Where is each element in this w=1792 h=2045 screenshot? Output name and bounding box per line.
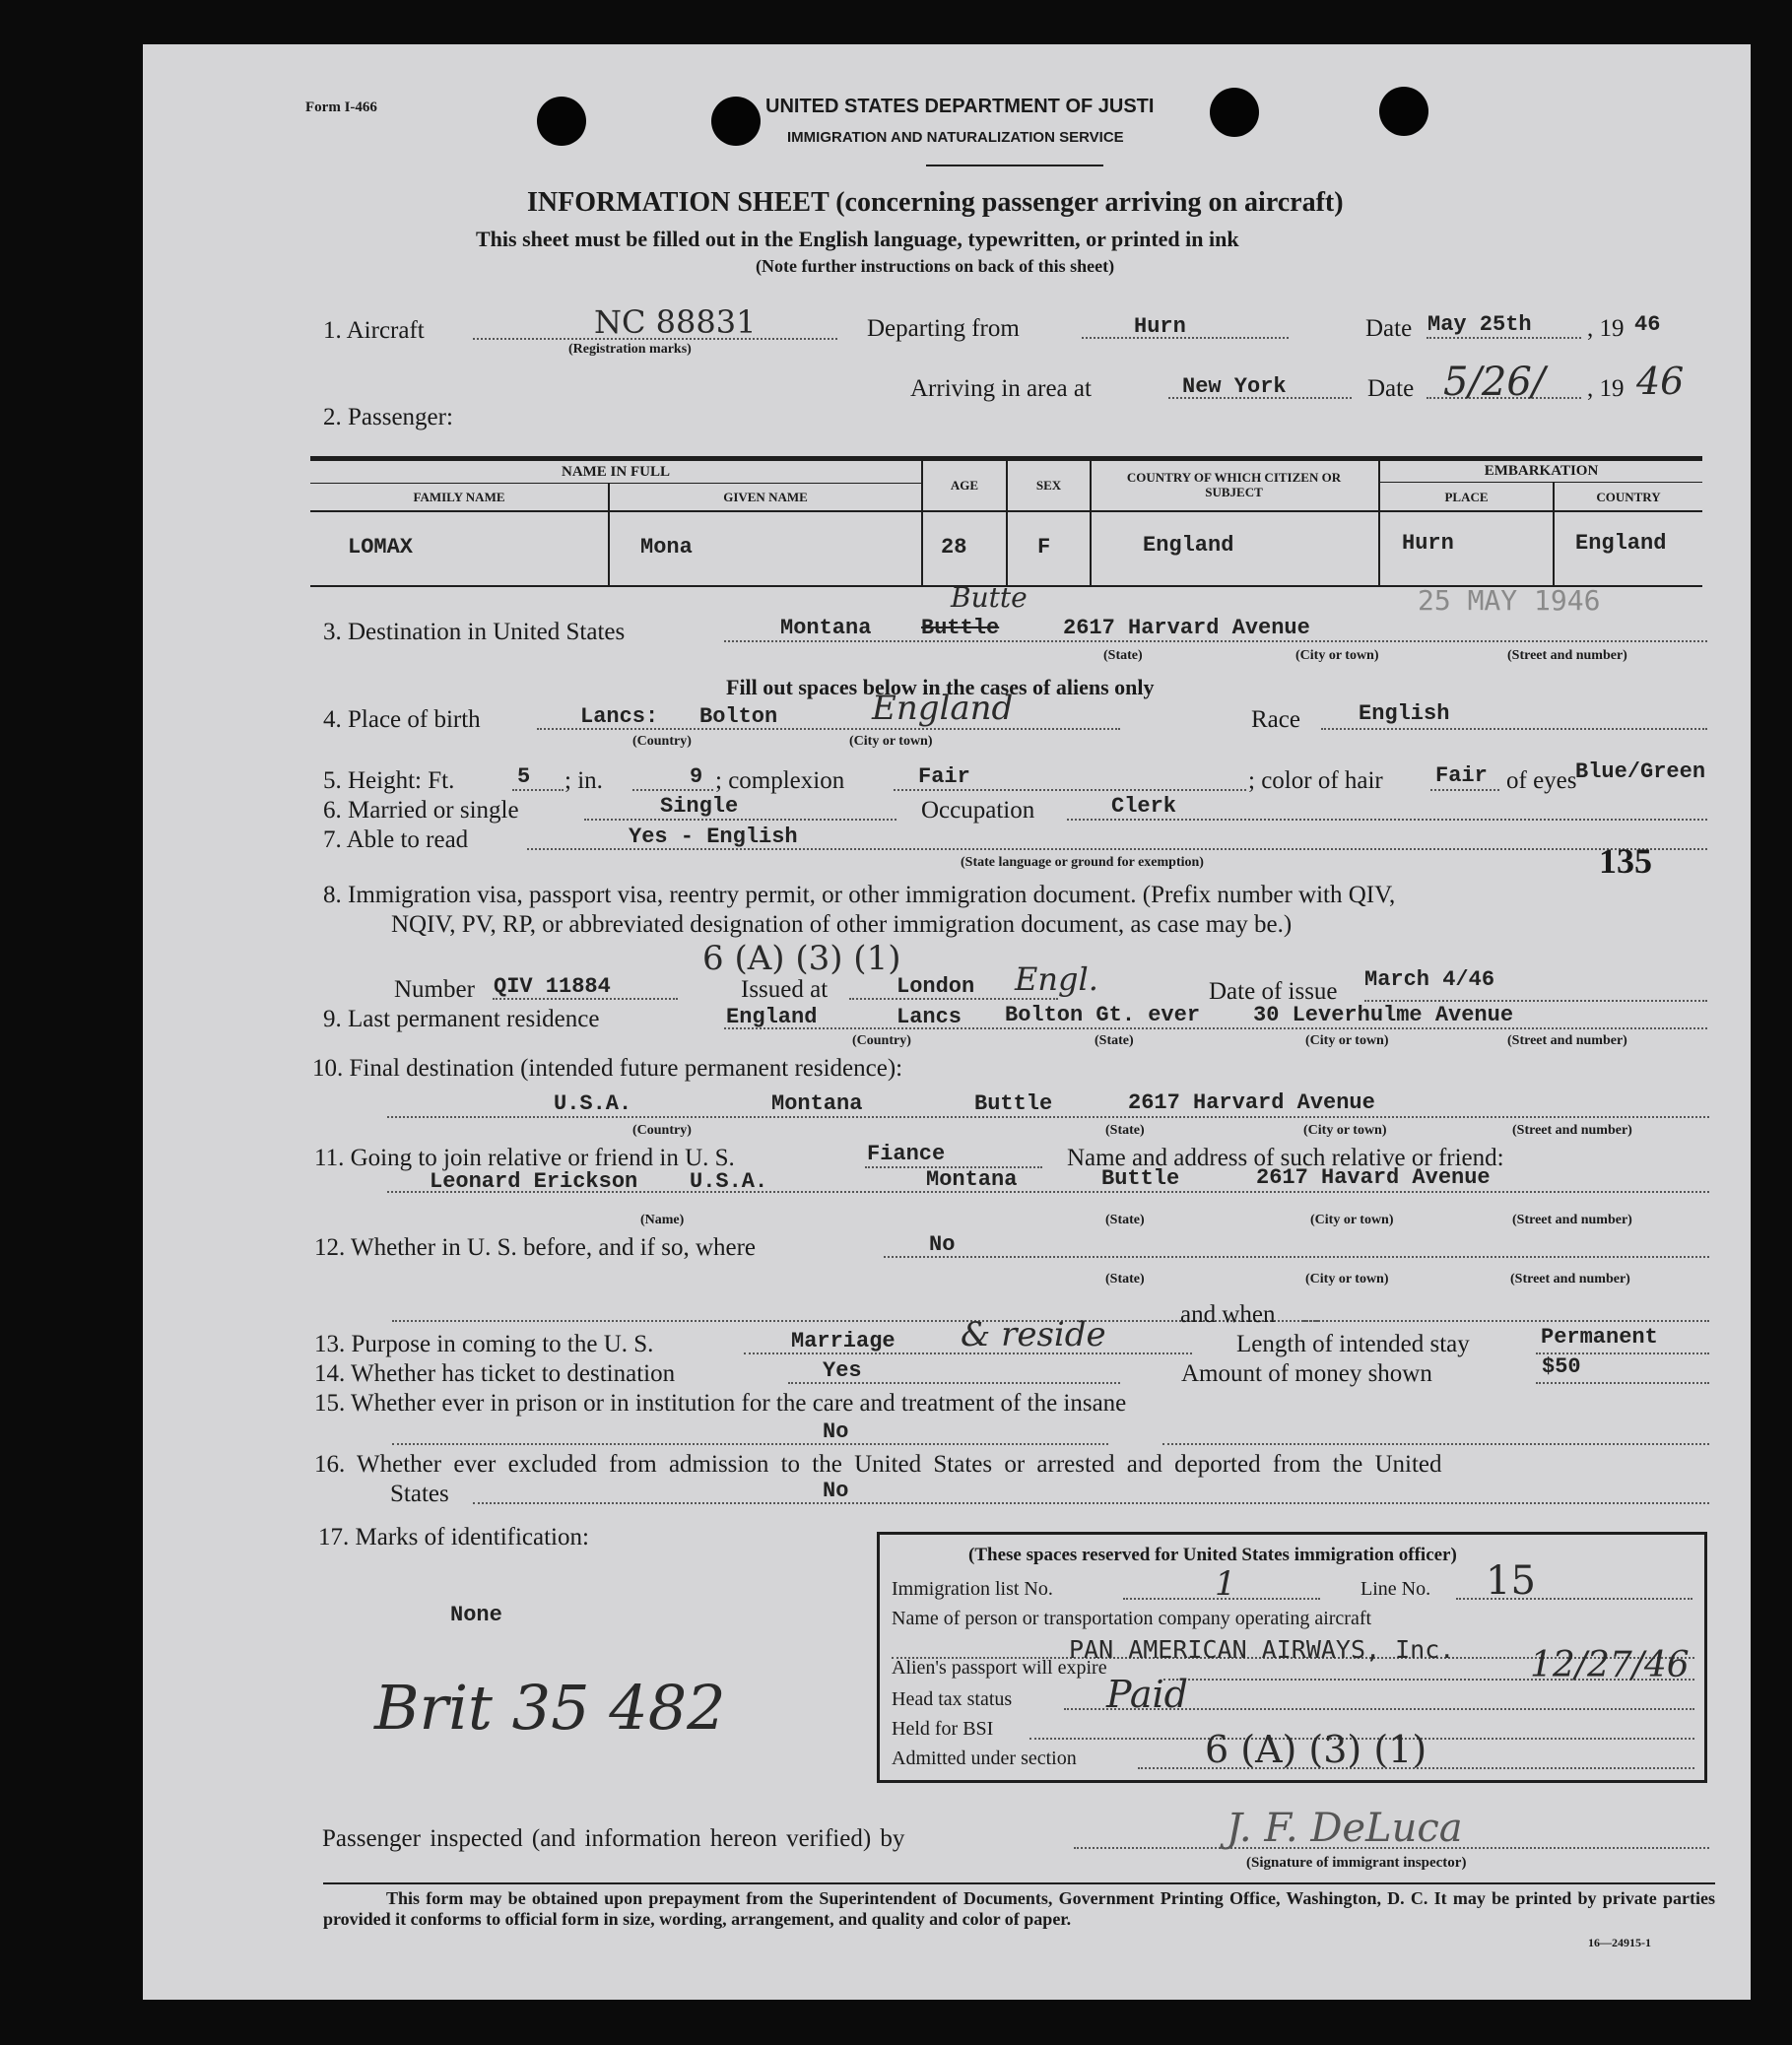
age-header: AGE [950, 478, 979, 493]
document-label-line1: 8. Immigration visa, passport visa, reentry permit, or other immigration document. (Prefix number with QIV, [323, 882, 1396, 908]
destination-city: Buttle [921, 616, 1000, 640]
punch-hole [1210, 88, 1259, 137]
caption-state: (State) [1105, 1123, 1145, 1138]
ticket-label: 14. Whether has ticket to destination [314, 1360, 676, 1387]
complexion: Fair [918, 764, 970, 789]
read-caption: (State language or ground for exemption) [961, 855, 1204, 870]
destination-line [724, 640, 1707, 642]
arrival-year: 46 [1636, 360, 1685, 403]
height-in-label: ; in. [564, 767, 603, 794]
given-name-value: Mona [640, 535, 693, 560]
departing-from: Hurn [1134, 314, 1186, 339]
caption-state: (State) [1105, 1213, 1145, 1227]
ticket-value: Yes [823, 1358, 862, 1383]
passport-expire-label: Alien's passport will expire [892, 1657, 1107, 1679]
prison-value: No [823, 1419, 849, 1444]
relative-name-address-label: Name and address of such relative or friend: [1067, 1145, 1504, 1171]
stay-value: Permanent [1541, 1325, 1658, 1350]
eyes-label: of eyes [1506, 767, 1577, 794]
aliens-only-note: Fill out spaces below in the cases of aliens only [726, 675, 1155, 699]
head-tax-value: Paid [1106, 1673, 1188, 1716]
caption-city: (City or town) [1310, 1213, 1394, 1227]
arriving-at: New York [1182, 374, 1287, 399]
prior-visit-line-2 [392, 1320, 1318, 1322]
relative-city: Buttle [1101, 1166, 1180, 1191]
number-stamp: 135 [1599, 841, 1652, 881]
signature-caption: (Signature of immigrant inspector) [1246, 1855, 1467, 1871]
purpose-label: 13. Purpose in coming to the U. S. [314, 1331, 654, 1357]
caption-street: (Street and number) [1507, 1033, 1627, 1048]
hair-line [1430, 789, 1499, 791]
residence-line [724, 1027, 1707, 1029]
height-ft: 5 [517, 764, 531, 789]
destination-state: Montana [780, 616, 872, 640]
final-state: Montana [771, 1091, 863, 1116]
place-header: PLACE [1444, 490, 1489, 504]
caption-state: (State) [1103, 648, 1143, 663]
arriving-label: Arriving in area at [910, 375, 1092, 402]
embark-place-value: Hurn [1402, 531, 1454, 556]
sex-header: SEX [1035, 478, 1062, 493]
race-label: Race [1251, 706, 1300, 733]
final-destination-line [387, 1116, 1709, 1118]
birth-handwritten: England [872, 689, 1014, 728]
departure-date-line [1427, 337, 1581, 339]
document-section-handwritten: 6 (A) (3) (1) [702, 939, 901, 978]
caption-city: (City or town) [1305, 1033, 1389, 1048]
final-street: 2617 Harvard Avenue [1128, 1090, 1375, 1115]
citizenship-header: COUNTRY OF WHICH CITIZEN OR SUBJECT [1126, 470, 1342, 499]
stay-label: Length of intended stay [1236, 1331, 1470, 1357]
destination-label: 3. Destination in United States [323, 619, 626, 645]
prison-line-right [1162, 1443, 1709, 1445]
caption-country: (Country) [632, 1123, 692, 1138]
officer-box-heading: (These spaces reserved for United States immigration officer) [968, 1545, 1457, 1565]
caption-country: (Country) [852, 1033, 911, 1048]
head-tax-label: Head tax status [892, 1688, 1013, 1710]
money-value: $50 [1542, 1354, 1581, 1379]
complexion-label: ; complexion [715, 767, 845, 794]
form-code: 16—24915-1 [1588, 1936, 1651, 1949]
prison-line-left [392, 1443, 1108, 1445]
marital-label: 6. Married or single [323, 797, 519, 824]
header-rule [926, 165, 1103, 166]
document-number-label: Number [394, 976, 475, 1003]
line-no-label: Line No. [1361, 1578, 1431, 1600]
when-label: and when [1180, 1301, 1276, 1328]
caption-city: (City or town) [1305, 1272, 1389, 1286]
caption-state: (State) [1095, 1033, 1134, 1048]
arrival-date: 5/26/ [1443, 360, 1546, 405]
date-stamp: 25 MAY 1946 [1418, 584, 1601, 617]
passenger-table [310, 456, 1702, 586]
relative-relation: Fiance [867, 1142, 946, 1166]
final-country: U.S.A. [554, 1091, 632, 1116]
line-no-value: 15 [1486, 1558, 1536, 1604]
officer-box [877, 1532, 1707, 1783]
height-in-line [632, 789, 713, 791]
punch-hole [711, 97, 761, 146]
family-name-header: FAMILY NAME [413, 490, 505, 504]
residence-state: Lancs [896, 1005, 962, 1029]
read-label: 7. Able to read [323, 826, 469, 853]
caption-city: (City or town) [849, 734, 933, 749]
height-ft-line [512, 789, 564, 791]
inspector-signature: J. F. DeLuca [1227, 1806, 1463, 1851]
identification-value: None [450, 1603, 502, 1627]
relative-street: 2617 Havard Avenue [1256, 1165, 1491, 1190]
departure-date-label: Date [1365, 315, 1413, 342]
race-value: English [1359, 701, 1450, 726]
relative-country: U.S.A. [690, 1169, 768, 1194]
given-name-header: GIVEN NAME [723, 490, 808, 504]
relative-label: 11. Going to join relative or friend in U. S. [314, 1145, 735, 1171]
issued-handwritten: Engl. [1015, 960, 1098, 998]
form-number: Form I-466 [305, 99, 377, 115]
departing-label: Departing from [867, 315, 1020, 342]
footer-text: This form may be obtained upon prepayment from the Superintendent of Documents, Government Printing Office, Washington, D. C. It may be printed by private parties provided it conforms to official form in size, wording, arrangement, and quality and color of paper. [323, 1888, 1715, 1929]
birth-country: Lancs: [580, 704, 659, 729]
aircraft-label: 1. Aircraft [323, 317, 425, 344]
race-line [1321, 728, 1707, 730]
residence-label: 9. Last permanent residence [323, 1006, 600, 1032]
caption-street: (Street and number) [1507, 648, 1627, 663]
height-in: 9 [690, 764, 703, 789]
eye-color: Blue/Green [1575, 759, 1706, 784]
family-name-value: LOMAX [348, 535, 414, 560]
footer-rule [323, 1882, 1715, 1884]
punch-hole [537, 97, 586, 146]
issued-at-label: Issued at [741, 976, 829, 1003]
issue-date-label: Date of issue [1209, 978, 1338, 1005]
final-destination-label: 10. Final destination (intended future permanent residence): [312, 1055, 903, 1082]
sex-value: F [1037, 535, 1051, 560]
age-value: 28 [941, 535, 967, 560]
excluded-label-line2: States [390, 1481, 449, 1507]
marital-status: Single [660, 794, 739, 819]
departure-year-prefix: , 19 [1587, 315, 1625, 342]
occupation: Clerk [1111, 794, 1177, 819]
caption-street: (Street and number) [1510, 1272, 1630, 1286]
hair-label: ; color of hair [1248, 767, 1383, 794]
aircraft-registration: NC 88831 [594, 303, 757, 341]
company-value: PAN AMERICAN AIRWAYS, Inc. [1069, 1635, 1455, 1664]
caption-street: (Street and number) [1512, 1213, 1632, 1227]
information-sheet-form [143, 44, 1751, 2000]
birthplace-label: 4. Place of birth [323, 706, 481, 733]
service-name: IMMIGRATION AND NATURALIZATION SERVICE [787, 129, 1124, 146]
prior-visit-line [884, 1256, 1709, 1258]
occupation-label: Occupation [921, 797, 1035, 824]
marital-line [584, 819, 896, 821]
agency-name: UNITED STATES DEPARTMENT OF JUSTI [765, 96, 1155, 117]
document-label-line2: NQIV, PV, RP, or abbreviated designation of other immigration document, as case may be.) [391, 911, 1293, 938]
excluded-value: No [823, 1479, 849, 1503]
issue-date: March 4/46 [1364, 967, 1495, 992]
embarkation-header: EMBARKATION [1484, 463, 1599, 479]
issue-date-line [1364, 1000, 1707, 1002]
identification-handwritten: Brit 35 482 [374, 1672, 726, 1744]
purpose-handwritten: & reside [961, 1315, 1106, 1354]
excluded-label-line1: 16. Whether ever excluded from admission to the United States or arrested and deported from the United [314, 1451, 1442, 1478]
departure-year: 46 [1634, 312, 1661, 337]
registration-caption: (Registration marks) [568, 342, 692, 357]
relative-state: Montana [926, 1167, 1018, 1192]
caption-city: (City or town) [1303, 1123, 1387, 1138]
caption-state: (State) [1105, 1272, 1145, 1286]
residence-city: Bolton Gt. ever [1005, 1003, 1201, 1027]
document-number: QIV 11884 [494, 974, 611, 999]
passport-expire-value: 12/27/46 [1530, 1645, 1690, 1685]
read-value: Yes - English [629, 825, 798, 849]
bsi-label: Held for BSI [892, 1718, 994, 1740]
caption-city: (City or town) [1295, 648, 1379, 663]
destination-street: 2617 Harvard Avenue [1063, 616, 1310, 640]
money-label: Amount of money shown [1181, 1360, 1432, 1387]
residence-country: England [726, 1005, 818, 1029]
money-line [1536, 1382, 1709, 1384]
identification-label: 17. Marks of identification: [318, 1524, 589, 1550]
form-note: (Note further instructions on back of this sheet) [756, 256, 1115, 276]
caption-country: (Country) [632, 734, 692, 749]
citizenship-value: England [1143, 533, 1234, 558]
final-city: Buttle [974, 1091, 1053, 1116]
arrival-year-prefix: , 19 [1587, 375, 1625, 402]
prison-label: 15. Whether ever in prison or in institution for the care and treatment of the insane [314, 1390, 1127, 1417]
arrival-date-label: Date [1367, 375, 1415, 402]
prior-visit-value: No [929, 1232, 956, 1257]
destination-city-handwritten: Butte [951, 581, 1028, 614]
admitted-label: Admitted under section [892, 1748, 1077, 1769]
caption-street: (Street and number) [1512, 1123, 1632, 1138]
admitted-value: 6 (A) (3) (1) [1205, 1728, 1427, 1771]
list-no-value: 1 [1215, 1564, 1236, 1604]
height-ft-label: 5. Height: Ft. [323, 767, 455, 794]
residence-street: 30 Leverhulme Avenue [1253, 1003, 1514, 1027]
caption-name: (Name) [640, 1213, 685, 1227]
relative-name: Leonard Erickson [430, 1169, 638, 1194]
passenger-label: 2. Passenger: [323, 404, 453, 430]
country-header: COUNTRY [1596, 490, 1661, 504]
complexion-line [894, 789, 1246, 791]
issued-at: London [896, 974, 975, 999]
embark-country-value: England [1575, 531, 1667, 556]
punch-hole [1379, 87, 1428, 136]
list-no-label: Immigration list No. [892, 1578, 1053, 1600]
prior-visit-label: 12. Whether in U. S. before, and if so, where [314, 1234, 757, 1261]
name-in-full-header: NAME IN FULL [561, 464, 670, 480]
company-label: Name of person or transportation company operating aircraft [892, 1608, 1372, 1629]
purpose-value: Marriage [791, 1329, 896, 1353]
occupation-line [1067, 819, 1707, 821]
departure-date: May 25th [1427, 312, 1532, 337]
birth-city: Bolton [699, 704, 778, 729]
form-title: INFORMATION SHEET (concerning passenger arriving on aircraft) [527, 187, 1344, 218]
hair-color: Fair [1435, 763, 1488, 788]
inspected-label: Passenger inspected (and information hereon verified) by [322, 1825, 905, 1852]
excluded-line [473, 1502, 1709, 1504]
form-instruction: This sheet must be filled out in the English language, typewritten, or printed in ink [476, 227, 1239, 251]
when-line [1303, 1320, 1709, 1322]
